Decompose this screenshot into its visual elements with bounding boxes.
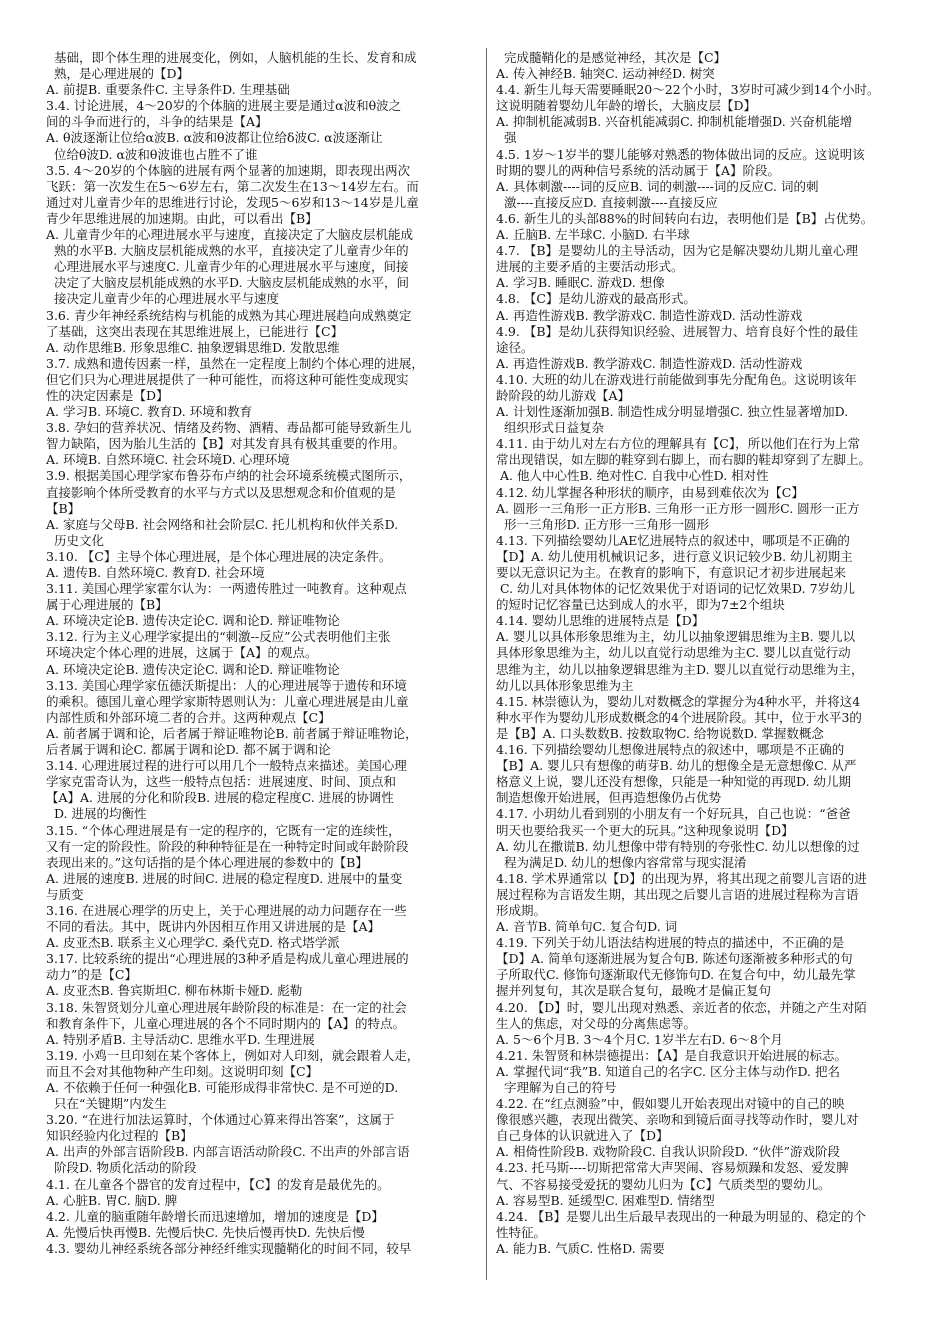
text-line: 4.5. 1岁～1岁半的婴儿能够对熟悉的物体做出词的反应。这说明该 (496, 146, 865, 162)
text-line: 种水平作为婴幼儿形成数概念的4个进展阶段。其中，位于水平3的 (496, 709, 862, 725)
text-line: A. 环境决定论B. 遗传决定论C. 调和论D. 辩证唯物论 (46, 613, 340, 629)
text-line: 3.17. 比较系统的提出“心理进展的3种矛盾是构成儿童心理进展的 (46, 951, 409, 967)
text-line: 程为满足D. 幼儿的想像内容常常与现实混淆 (496, 854, 747, 870)
text-line: 明天也要给我买一个更大的玩具。”这种现象说明【D】 (496, 822, 794, 838)
text-line: 【A】A. 进展的分化和阶段B. 进展的稳定程度C. 进展的协调性 (46, 790, 394, 806)
text-line: 4.16. 下列描绘婴幼儿想像进展特点的叙述中，哪项是不正确的 (496, 742, 845, 758)
text-line: 而且不会对其他物种产生印刻。这说明印刻【C】 (46, 1063, 319, 1079)
text-line: 3.7. 成熟和遗传因素一样，虽然在一定程度上制约个体心理的进展， (46, 355, 424, 371)
text-line: 常出现错误，如左脚的鞋穿到右脚上，而右脚的鞋却穿到了左脚上。 (496, 452, 872, 468)
text-line: 位给θ波D. α波和θ波谁也占胜不了谁 (46, 146, 258, 162)
text-line: 4.6. 新生儿的头部88%的时间转向右边，表明他们是【B】占优势。 (496, 210, 874, 226)
text-line: C. 幼儿对具体物体的记忆效果优于对语词的记忆效果D. 7岁幼儿 (496, 581, 856, 597)
text-line: A. 计划性逐渐加强B. 制造性成分明显增强C. 独立性显著增加D. (496, 404, 849, 420)
text-line: 但它们只为心理进展提供了一种可能性，而将这种可能性变成现实 (46, 371, 409, 387)
text-line: 表现出来的。”这句话指的是个体心理进展的参数中的【B】 (46, 854, 368, 870)
text-line: 接决定儿童青少年的心理进展水平与速度 (46, 291, 279, 307)
text-line: 4.7. 【B】是婴幼儿的主导活动，因为它是解决婴幼儿期儿童心理 (496, 243, 859, 259)
text-line: 青少年思维进展的加速期。由此，可以看出【B】 (46, 210, 318, 226)
text-line: 知识经验内化过程的【B】 (46, 1128, 193, 1144)
text-line: 历史文化 (46, 532, 104, 548)
text-line: 组织形式日益复杂 (496, 420, 604, 436)
text-line: A. 特别矛盾B. 主导活动C. 思维水平D. 生理进展 (46, 1031, 315, 1047)
text-line: 了基础，这突出表现在其思维进展上，已能进行【C】 (46, 323, 344, 339)
text-line: A. 相倚性阶段B. 戏物阶段C. 自我认识阶段D. “伙伴”游戏阶段 (496, 1144, 840, 1160)
text-line: 3.6. 青少年神经系统结构与机能的成熟为其心理进展趋向成熟奠定 (46, 307, 412, 323)
text-line: 直接影响个体所受教育的水平与方式以及思想观念和价值观的是 (46, 484, 397, 500)
left-column (46, 50, 486, 1257)
text-line: 【B】 (46, 500, 81, 516)
text-line: 熟，是心理进展的【D】 (46, 66, 189, 82)
text-line: 环境决定个体心理的进展，这属于【A】的观点。 (46, 645, 318, 661)
text-line: 展过程称为言语发生期，其出现之后婴儿言语的进展过程称为言语 (496, 886, 859, 902)
text-line: A. 皮亚杰B. 联系主义心理学C. 桑代克D. 格式塔学派 (46, 935, 340, 951)
text-line: 握并列复句，其次是联合复句，最晚才是偏正复句 (496, 983, 772, 999)
text-line: A. 抑制机能减弱B. 兴奋机能减弱C. 抑制机能增强D. 兴奋机能增 (496, 114, 853, 130)
text-line: A. 进展的速度B. 进展的时间C. 进展的稳定程度D. 进展中的量变 (46, 870, 403, 886)
text-line: 心理进展水平与速度C. 儿童青少年的心理进展水平与速度，间接 (46, 259, 409, 275)
text-line: 4.17. 小玥幼儿看到别的小朋友有一个好玩具，自己也说：“爸爸 (496, 806, 851, 822)
column-divider (486, 48, 487, 1280)
text-line: 4.10. 大班的幼儿在游戏进行前能做到事先分配角色。这说明该年 (496, 371, 857, 387)
text-line: 途径。 (496, 339, 534, 355)
text-line: 4.14. 婴幼儿思维的进展特点是【D】 (496, 613, 705, 629)
text-line: 4.19. 下列关于幼儿语法结构进展的特点的描述中，不正确的是 (496, 935, 845, 951)
text-line: A. 能力B. 气质C. 性格D. 需要 (496, 1240, 665, 1256)
text-line: 性的决定因素是【D】 (46, 387, 169, 403)
text-line: A. 学习B. 环境C. 教育D. 环境和教育 (46, 404, 253, 420)
text-line: 时期的婴儿的两种信号系统的活动属于【A】阶段。 (496, 162, 781, 178)
text-line: 与质变 (46, 886, 84, 902)
text-line: 3.16. 在进展心理学的历史上，关于心理进展的动力问题存在一些 (46, 902, 407, 918)
text-line: 字理解为自己的符号 (496, 1080, 617, 1095)
text-line: 4.20. 【D】时，婴儿出现对熟悉、亲近者的依恋，并随之产生对陌 (496, 999, 867, 1015)
text-line: 属于心理进展的【B】 (46, 597, 168, 613)
text-line: 3.20. “在进行加法运算时，个体通过心算来得出答案”，这属于 (46, 1112, 395, 1128)
right-column (496, 50, 936, 1257)
text-line: 3.14. 心理进展过程的进行可以用几个一般特点来描述。美国心理 (46, 758, 407, 774)
text-line: 4.2. 儿童的脑重随年龄增长而迅速增加，增加的速度是【D】 (46, 1208, 384, 1224)
text-line: 具体形象思维为主，幼儿以直觉行动思维为主C. 婴儿以直觉行动 (496, 645, 851, 661)
text-line: 4.13. 下列描绘婴幼儿AE忆进展特点的叙述中，哪项是不正确的 (496, 532, 850, 548)
text-line: 【D】A. 简单句逐渐进展为复合句B. 陈述句逐渐被多种形式的句 (496, 951, 853, 967)
text-line: 幼儿以具体形象思维为主 (496, 677, 634, 693)
text-line: A. 学习B. 睡眠C. 游戏D. 想像 (496, 275, 665, 291)
text-line: A. 不依赖于任何一种强化B. 可能形成得非常快C. 是不可逆的D. (46, 1080, 399, 1095)
text-line: A. 再造性游戏B. 教学游戏C. 制造性游戏D. 活动性游戏 (496, 355, 803, 371)
text-line: 像很感兴趣，表现出微笑、亲吻和到镜后面寻找等动作时，婴儿对 (496, 1112, 859, 1128)
text-line: 性特征。 (496, 1224, 547, 1240)
text-line: 不同的看法。其中，既讲内外因相互作用又讲进展的是【A】 (46, 919, 381, 935)
text-line: 强 (496, 130, 517, 146)
text-line: 形一三角形D. 正方形一三角形一圆形 (496, 516, 709, 532)
text-line: 和教育条件下，儿童心理进展的各个不同时期内的【A】的特点。 (46, 1015, 406, 1031)
text-line: A. 皮亚杰B. 鲁宾斯坦C. 柳布林斯卡娅D. 彪勒 (46, 983, 303, 999)
text-line: 4.1. 在儿童各个器官的发育过程中，【C】的发育是最优先的。 (46, 1176, 390, 1192)
text-line: 4.22. 在“红点测验”中，假如婴儿开始表现出对镜中的自己的映 (496, 1096, 845, 1112)
text-line: 动力”的是【C】 (46, 967, 137, 983)
text-line: 3.9. 根据美国心理学家布鲁芬布卢纳的社会环境系统模式图所示， (46, 468, 412, 484)
text-line: A. 掌握代词“我”B. 知道自己的名字C. 区分主体与动作D. 把名 (496, 1063, 840, 1079)
text-line: 间的斗争而进行的，斗争的结果是【A】 (46, 114, 268, 130)
text-line: 智力缺陷，因为胎儿生活的【B】对其发育具有极其重要的作用。 (46, 436, 406, 452)
text-line: 3.13. 美国心理学家伍德沃斯提出：人的心理进展等于遗传和环境 (46, 677, 407, 693)
text-line: 4.4. 新生儿每天需要睡眠20～22个小时，3岁时可减少到14个小时。 (496, 82, 880, 98)
text-line: 4.23. 托马斯----切斯把常常大声哭闹、容易烦躁和发怒、爱发脾 (496, 1160, 849, 1176)
text-line: 飞跃：第一次发生在5～6岁左右，第二次发生在13～14岁左右。而 (46, 178, 419, 194)
text-line: A. 传入神经B. 轴突C. 运动神经D. 树突 (496, 66, 715, 82)
text-line: 内部性质和外部环境二者的合并。这两种观点【C】 (46, 709, 331, 725)
text-line: 【B】A. 婴儿只有想像的萌芽B. 幼儿的想像全是无意想像C. 从严 (496, 758, 857, 774)
text-line: 是【B】A. 口头数数B. 按数取物C. 给物说数D. 掌握数概念 (496, 725, 824, 741)
text-line: A. 婴儿以具体形象思维为主，幼儿以抽象逻辑思维为主B. 婴儿以 (496, 629, 856, 645)
text-line: 自己身体的认识就进入了【D】 (496, 1128, 669, 1144)
text-line: A. 心脏B. 胃C. 脑D. 脾 (46, 1192, 178, 1208)
text-line: 气、不容易接受爱抚的婴幼儿归为【C】气质类型的婴幼儿。 (496, 1176, 831, 1192)
text-line: 进展的主要矛盾的主要活动形式。 (496, 259, 684, 275)
text-line: A. 容易型B. 延缓型C. 困难型D. 情绪型 (496, 1192, 715, 1208)
text-line: 4.3. 婴幼儿神经系统各部分神经纤维实现髓鞘化的时间不同，较早 (46, 1240, 412, 1256)
text-line: A. 幼儿在撒谎B. 幼儿想像中带有特别的夸张性C. 幼儿以想像的过 (496, 838, 860, 854)
text-line: 完成髓鞘化的是感觉神经，其次是【C】 (496, 50, 727, 65)
text-line: A. 前者属于调和论，后者属于辩证唯物论B. 前者属于辩证唯物论， (46, 725, 418, 741)
text-line: A. θ波逐渐让位给α波B. α波和θ波都让位给δ波C. α波逐渐让 (46, 130, 383, 146)
text-line: 这说明随着婴幼儿年龄的增长，大脑皮层【D】 (496, 98, 757, 114)
text-line: 4.9. 【B】是幼儿获得知识经验、进展智力、培育良好个性的最佳 (496, 323, 859, 339)
text-line: 思维为主，幼儿以抽象逻辑思维为主D. 婴儿以直觉行动思维为主， (496, 661, 864, 677)
text-line: 4.15. 林崇德认为，婴幼儿对数概念的掌握分为4种水平，并将这4 (496, 693, 861, 709)
text-line: 3.10. 【C】主导个体心理进展，是个体心理进展的决定条件。 (46, 548, 392, 564)
text-line: 子所取代C. 修饰句逐渐取代无修饰句D. 在复合句中，幼儿最先掌 (496, 967, 856, 983)
text-line: 学家克雷奇认为，这些一般特点包括：进展速度、时间、顶点和 (46, 774, 397, 790)
text-line: 的短时记忆容量已达到成人的水平，即为7±2个组块 (496, 597, 785, 613)
text-line: 4.24. 【B】是婴儿出生后最早表现出的一种最为明显的、稳定的个 (496, 1208, 866, 1224)
text-line: A. 他人中心性B. 绝对性C. 自我中心性D. 相对性 (496, 468, 769, 484)
text-line: 4.21. 朱智贤和林崇德提出：【A】是自我意识开始进展的标志。 (496, 1047, 848, 1063)
text-line: A. 具体刺激----词的反应B. 词的刺激----词的反应C. 词的刺 (496, 178, 819, 194)
text-line: 3.18. 朱智贤划分儿童心理进展年龄阶段的标准是：在一定的社会 (46, 999, 407, 1015)
text-line: 生人的焦虑，对父母的分离焦虑等。 (496, 1015, 697, 1031)
text-line: 3.12. 行为主义心理学家提出的“刺激--反应”公式表明他们主张 (46, 629, 391, 645)
text-line: 4.8. 【C】是幼儿游戏的最高形式。 (496, 291, 696, 307)
text-line: 后者属于调和论C. 都属于调和论D. 都不属于调和论 (46, 742, 331, 758)
text-line: 要以无意识记为主。在教育的影响下，有意识记才初步进展起来 (496, 565, 847, 580)
text-line: A. 家庭与父母B. 社会网络和社会阶层C. 托儿机构和伙伴关系D. (46, 516, 399, 532)
text-line: D. 进展的均衡性 (46, 806, 147, 822)
text-line: A. 再造性游戏B. 教学游戏C. 制造性游戏D. 活动性游戏 (496, 307, 803, 323)
text-line: A. 出声的外部言语阶段B. 内部言语活动阶段C. 不出声的外部言语 (46, 1144, 410, 1160)
text-line: 3.11. 美国心理学家霍尔认为：一两遗传胜过一吨教育。这种观点 (46, 581, 407, 597)
text-line: 又有一定的阶段性。阶段的种种特征是在一种特定时间或年龄阶段 (46, 838, 409, 854)
text-line: 熟的水平B. 大脑皮层机能成熟的水平，直接决定了儿童青少年的 (46, 243, 409, 259)
text-line: 4.12. 幼儿掌握各种形状的顺序，由易到难依次为【C】 (496, 484, 804, 500)
text-line: 4.18. 学术界通常以【D】的出现为界，将其出现之前婴儿言语的进 (496, 870, 867, 886)
text-line: 格意义上说，婴儿还没有想像，只能是一种知觉的再现D. 幼儿期 (496, 774, 852, 790)
text-line: 阶段D. 物质化活动的阶段 (46, 1160, 197, 1176)
text-line: 激----直接反应D. 直接刺激----直接反应 (496, 194, 718, 210)
text-line: A. 丘脑B. 左半球C. 小脑D. 右半球 (496, 227, 690, 243)
text-line: 4.11. 由于幼儿对左右方位的理解具有【C】，所以他们在行为上常 (496, 436, 861, 452)
text-line: 制造想像开始进展，但再造想像仍占优势 (496, 790, 722, 806)
text-line: 形成期。 (496, 902, 547, 918)
text-line: A. 先慢后快再慢B. 先慢后快C. 先快后慢再快D. 先快后慢 (46, 1224, 365, 1240)
text-line: A. 前提B. 重要条件C. 主导条件D. 生理基础 (46, 82, 290, 98)
text-line: 【D】A. 幼儿使用机械识记多，进行意义识记较少B. 幼儿初期主 (496, 548, 853, 564)
text-line: 3.4. 讨论进展，4～20岁的个体脑的进展主要是通过α波和θ波之 (46, 98, 402, 114)
text-line: 3.15. “个体心理进展是有一定的程序的，它既有一定的连续性， (46, 822, 401, 838)
text-line: A. 儿童青少年的心理进展水平与速度，直接决定了大脑皮层机能成 (46, 227, 413, 243)
text-line: A. 5～6个月B. 3～4个月C. 1岁半左右D. 6～8个月 (496, 1031, 783, 1047)
text-line: A. 环境B. 自然环境C. 社会环境D. 心理环境 (46, 452, 290, 468)
text-line: A. 遗传B. 自然环境C. 教育D. 社会环境 (46, 565, 265, 580)
text-line: A. 圆形一三角形一正方形B. 三角形一正方形一圆形C. 圆形一正方 (496, 500, 860, 516)
text-line: 决定了大脑皮层机能成熟的水平D. 大脑皮层机能成熟的水平，间 (46, 275, 409, 291)
text-line: A. 动作思维B. 形象思维C. 抽象逻辑思维D. 发散思维 (46, 339, 340, 355)
text-line: 通过对儿童青少年的思维进行讨论，发现5～6岁和13～14岁是儿童 (46, 194, 419, 210)
text-line: 龄阶段的幼儿游戏【A】 (496, 387, 631, 403)
text-line: 3.8. 孕妇的营养状况、情绪及药物、酒精、毒品都可能导致新生儿 (46, 420, 412, 436)
text-line: 3.19. 小鸡一旦印刻在某个客体上，例如对人印刻，就会跟着人走， (46, 1047, 420, 1063)
text-line: 基础，即个体生理的进展变化，例如，人脑机能的生长、发育和成 (46, 50, 417, 65)
text-line: A. 环境决定论B. 遗传决定论C. 调和论D. 辩证唯物论 (46, 661, 340, 677)
text-line: 3.5. 4～20岁的个体脑的进展有两个显著的加速期，即表现出两次 (46, 162, 411, 178)
text-line: 的乘积。德国儿童心理学家斯特恩则认为：儿童心理进展是由儿童 (46, 693, 409, 709)
text-line: A. 音节B. 简单句C. 复合句D. 词 (496, 919, 678, 935)
text-line: 只在“关键期”内发生 (46, 1096, 167, 1112)
